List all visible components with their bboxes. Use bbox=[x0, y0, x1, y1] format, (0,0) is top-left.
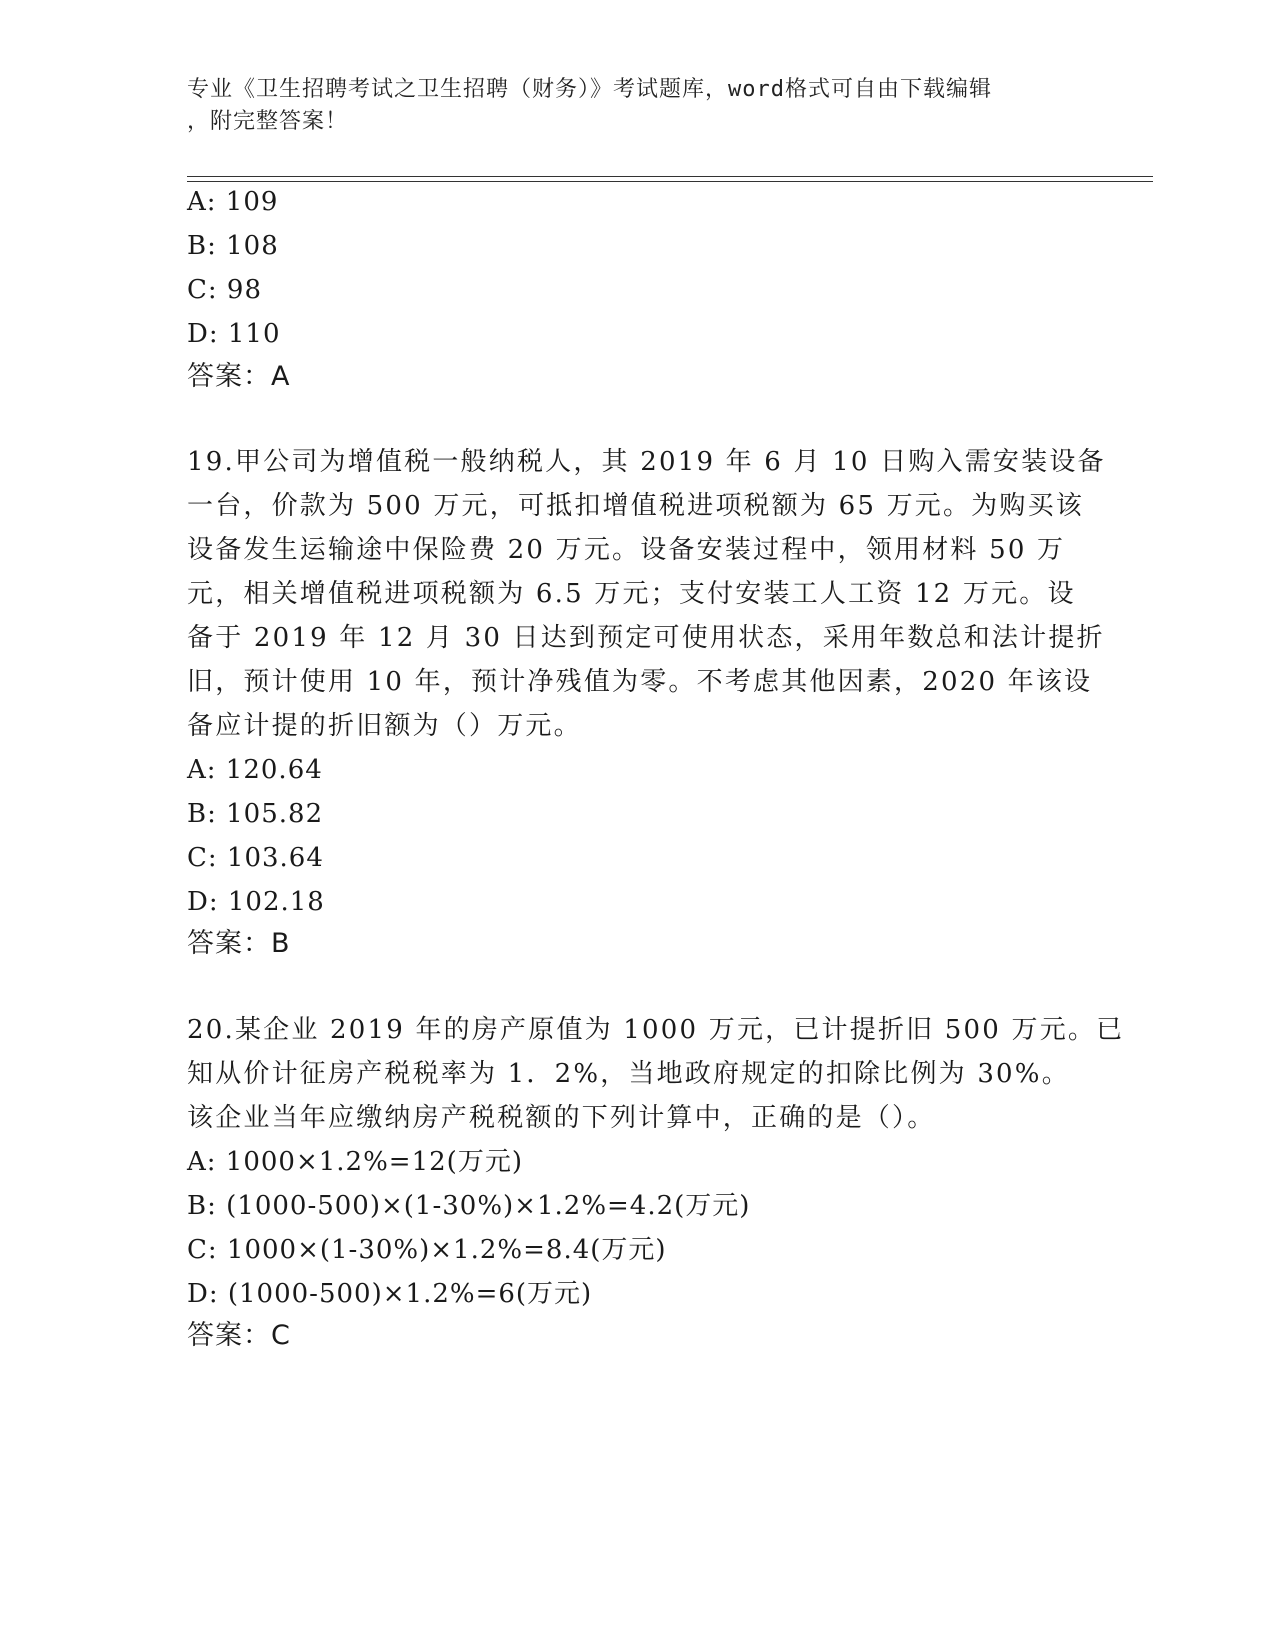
option-c: C: 1000×(1-30%)×1.2%=8.4(万元) bbox=[187, 1235, 667, 1265]
option-a: A: 1000×1.2%=12(万元) bbox=[187, 1147, 523, 1177]
document-header bbox=[187, 74, 1067, 138]
question-text-line: 19.甲公司为增值税一般纳税人，其 2019 年 6 月 10 日购入需安装设备 bbox=[187, 447, 1106, 477]
answer-label: 答案：B bbox=[187, 928, 291, 959]
header-line-2: ，附完整答案！ bbox=[187, 109, 349, 134]
answer-label: 答案：A bbox=[187, 361, 291, 392]
option-b: B: 105.82 bbox=[187, 799, 324, 829]
header-divider-bottom bbox=[187, 181, 1153, 182]
option-b: B: 108 bbox=[187, 231, 279, 261]
option-d: D: 110 bbox=[187, 319, 281, 349]
header-line-1: 专业《卫生招聘考试之卫生招聘（财务）》考试题库，word格式可自由下载编辑 bbox=[187, 77, 992, 102]
option-c: C: 98 bbox=[187, 275, 263, 305]
question-text-line: 设备发生运输途中保险费 20 万元。设备安装过程中，领用材料 50 万 bbox=[187, 535, 1066, 565]
option-c: C: 103.64 bbox=[187, 843, 324, 873]
question-text-line: 元，相关增值税进项税额为 6.5 万元；支付安装工人工资 12 万元。设 bbox=[187, 579, 1076, 609]
option-d: D: 102.18 bbox=[187, 887, 325, 917]
question-text-line: 知从价计征房产税税率为 1．2%，当地政府规定的扣除比例为 30%。 bbox=[187, 1059, 1070, 1089]
question-text-line: 20.某企业 2019 年的房产原值为 1000 万元，已计提折旧 500 万元。已 bbox=[187, 1015, 1125, 1045]
option-d: D: (1000-500)×1.2%=6(万元) bbox=[187, 1279, 593, 1309]
header-divider-top bbox=[187, 176, 1153, 177]
question-text-line: 备应计提的折旧额为（）万元。 bbox=[187, 711, 582, 741]
option-b: B: (1000-500)×(1-30%)×1.2%=4.2(万元) bbox=[187, 1191, 751, 1221]
question-text-line: 该企业当年应缴纳房产税税额的下列计算中，正确的是（）。 bbox=[187, 1103, 936, 1133]
answer-label: 答案：C bbox=[187, 1320, 291, 1351]
question-text-line: 备于 2019 年 12 月 30 日达到预定可使用状态，采用年数总和法计提折 bbox=[187, 623, 1105, 653]
option-a: A: 109 bbox=[187, 187, 279, 217]
option-a: A: 120.64 bbox=[187, 755, 323, 785]
question-text-line: 旧，预计使用 10 年，预计净残值为零。不考虑其他因素，2020 年该设 bbox=[187, 667, 1093, 697]
question-text-line: 一台，价款为 500 万元，可抵扣增值税进项税额为 65 万元。为购买该 bbox=[187, 491, 1084, 521]
